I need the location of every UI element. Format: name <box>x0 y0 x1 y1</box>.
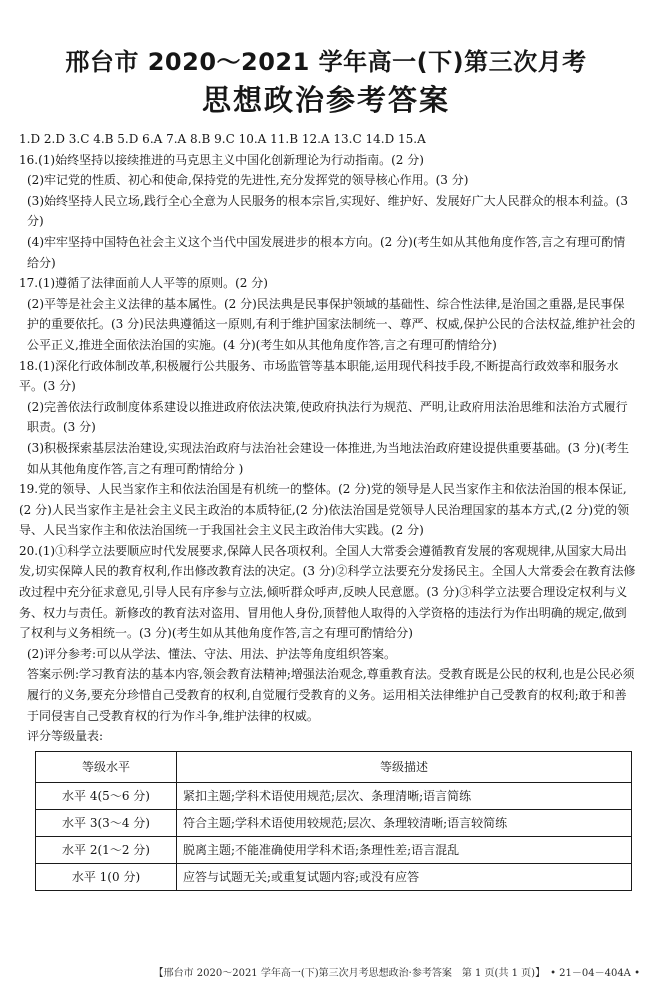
grade-table-header-row <box>36 751 632 782</box>
answer-content <box>19 129 636 891</box>
q19-answer: 19.党的领导、人民当家作主和依法治国是有机统一的整体。(2 分)党的领导是人民当家作主和依法治国的根本保证,(2 分)人民当家作主是社会主义民主政治的本质特征,(2 分)依法治国是党领导人民治理国家的基本方式,(2 分)党的领导、人民当家作主和依法治国统一于我国社会主义民主政治伟大实践。(2 分) <box>19 482 630 538</box>
q16-part3: (3)始终坚持人民立场,践行全心全意为人民服务的根本宗旨,实现好、维护好、发展好广大人民群众的根本利益。(3 分) <box>27 193 628 229</box>
grade-level: 水平 4(5～6 分) <box>36 782 177 809</box>
grade-level: 水平 2(1～2 分) <box>36 836 177 863</box>
q18-part3: (3)积极探索基层法治建设,实现法治政府与法治社会建设一体推进,为当地法治政府建设提供重要基础。(3 分)(考生如从其他角度作答,言之有理可酌情给分 ) <box>27 440 630 476</box>
subject-title: 思想政治参考答案 <box>201 83 450 117</box>
grade-description: 符合主题;学科术语使用较规范;层次、条理较清晰;语言较简练 <box>177 809 632 836</box>
q17-part1: 17.(1)遵循了法律面前人人平等的原则。(2 分) <box>19 276 268 291</box>
table-row <box>36 782 632 809</box>
grade-level: 水平 1(0 分) <box>36 863 177 890</box>
table-row <box>36 809 632 836</box>
q20-part1: 20.(1)①科学立法要顺应时代发展要求,保障人民各项权利。全国人大常委会遵循教育发展的客观规律,从国家大局出发,切实保障人民的教育权利,作出修改教育法的决定。(3 分)②科学立法要充分发扬民主。全国人大常委会在教育法修改过程中充分征求意见,引导人民有序参与立法,倾听群众呼声,反映人民意愿。(3 分)③科学立法要合理设定权利与义务、权力与责任。新修改的教育法对盗用、冒用他人身份,顶替他人取得的入学资格的违法行为作出明确的规定,做到了权利与义务相统一。(3 分)(考生如从其他角度作答,言之有理可酌情给分) <box>19 543 636 641</box>
grade-description: 紧扣主题;学科术语使用规范;层次、条理清晰;语言简练 <box>177 782 632 809</box>
q17-part2: (2)平等是社会主义法律的基本属性。(2 分)民法典是民事保护领域的基础性、综合性法律,是治国之重器,是民事保护的重要依托。(3 分)民法典遵循这一原则,有利于维护国家法制统一、尊严、权威,保护公民的合法权益,维护社会的公平正义,推进全面依法治国的实施。(4 分)(考生如从其他角度作答,言之有理可酌情给分) <box>27 296 636 352</box>
grade-level: 水平 3(3～4 分) <box>36 809 177 836</box>
q20-part2: (2)评分参考:可以从学法、懂法、守法、用法、护法等角度组织答案。 <box>27 646 397 661</box>
grade-description: 脱离主题;不能准确使用学科术语;条理性差;语言混乱 <box>177 836 632 863</box>
q16-part4: (4)牢牢坚持中国特色社会主义这个当代中国发展进步的根本方向。(2 分)(考生如从其他角度作答,言之有理可酌情给分) <box>27 234 626 270</box>
grade-description: 应答与试题无关;或重复试题内容;或没有应答 <box>177 863 632 890</box>
q20-example: 答案示例:学习教育法的基本内容,领会教育法精神;增强法治观念,尊重教育法。受教育既是公民的权利,也是公民必须履行的义务,要充分珍惜自己受教育的权利,自觉履行受教育的义务。运用相关法律维护自己受教育的权利;敢于和善于同侵害自己受教育权的行为作斗争,维护法律的权威。 <box>27 667 635 723</box>
grade-table <box>35 751 632 891</box>
q16-part1: 16.(1)始终坚持以接续推进的马克思主义中国化创新理论为行动指南。(2 分) <box>19 152 424 167</box>
q18-part1: 18.(1)深化行政体制改革,积极履行公共服务、市场监管等基本职能,运用现代科技手段,不断提高行政效率和服务水平。(3 分) <box>19 358 619 394</box>
table-row <box>36 836 632 863</box>
q18-part2: (2)完善依法行政制度体系建设以推进政府依法决策,使政府执法行为规范、严明,让政府用法治思维和法治方式履行职责。(3 分) <box>27 399 628 435</box>
grade-table-header: 等级水平 <box>36 751 177 782</box>
q16-part2: (2)牢记党的性质、初心和使命,保持党的先进性,充分发挥党的领导核心作用。(3 分) <box>27 173 469 188</box>
page-footer: 【邢台市 2020～2021 学年高一(下)第三次月考思想政治·参考答案 第 1 页(共 1 页)】 • 21－04－404A • <box>153 968 640 979</box>
table-row <box>36 863 632 890</box>
grade-scale-label: 评分等级量表: <box>27 729 104 744</box>
choice-answers: 1.D 2.D 3.C 4.B 5.D 6.A 7.A 8.B 9.C 10.A 11.B 12.A 13.C 14.D 15.A <box>19 132 426 146</box>
exam-title: 邢台市 2020～2021 学年高一(下)第三次月考 <box>65 48 587 76</box>
grade-table-header: 等级描述 <box>177 751 632 782</box>
